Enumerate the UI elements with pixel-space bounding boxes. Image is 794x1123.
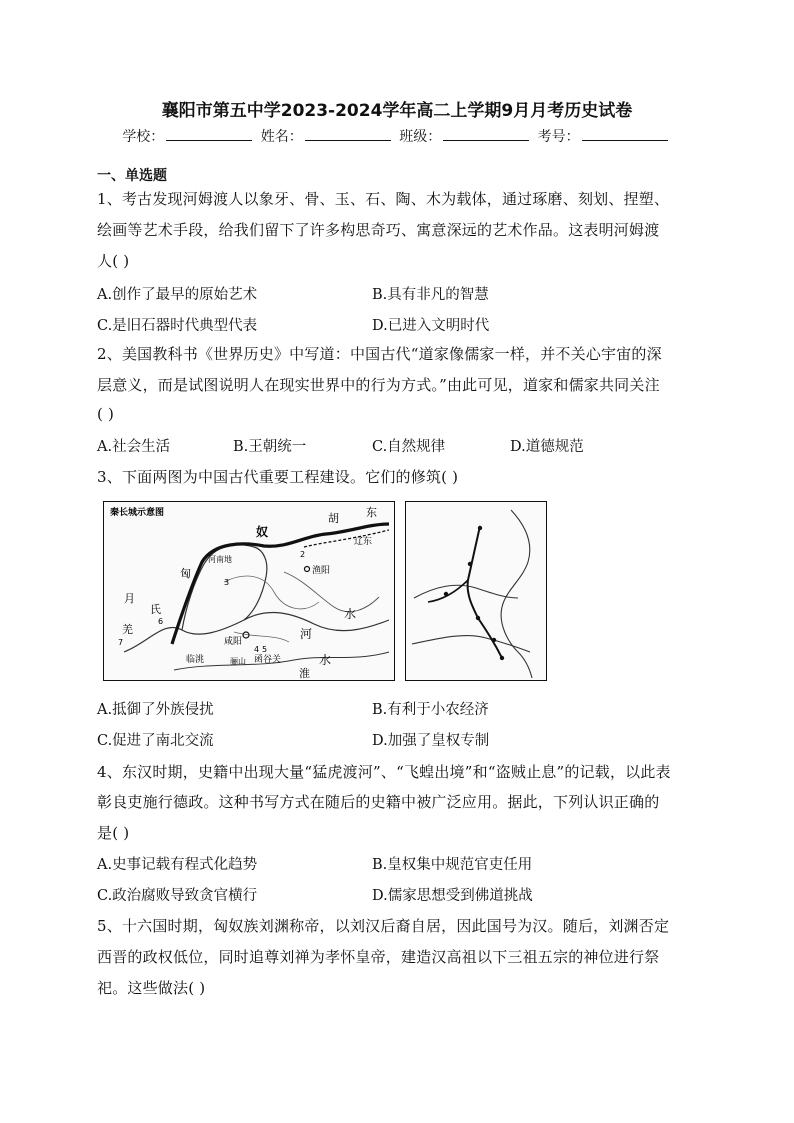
huai-river (174, 652, 389, 670)
school-blank[interactable] (166, 128, 252, 141)
yellow-river (414, 585, 518, 598)
map1-label: 河南地 (208, 555, 232, 564)
q4-line-3: 是( ) (97, 824, 130, 842)
student-info-row (0, 126, 794, 146)
class-label: 班级： (399, 129, 442, 145)
name-blank[interactable] (305, 128, 391, 141)
exam-no-label: 考号： (537, 129, 580, 145)
q3-option-a[interactable]: A.抵御了外族侵扰 (97, 702, 214, 718)
q2-option-d[interactable]: D.道德规范 (510, 439, 584, 455)
qin-great-wall-svg (104, 502, 394, 680)
canal-branch (428, 580, 468, 602)
q1-option-d[interactable]: D.已进入文明时代 (372, 318, 490, 334)
map1-label: 5 (262, 645, 268, 654)
city-dot (444, 592, 448, 596)
map1-label: 河 (300, 627, 313, 641)
map1-label: 2 (300, 550, 306, 559)
map1-label: 咸阳 (224, 637, 243, 647)
map1-label: 6 (158, 617, 164, 626)
map1-label: 奴 (256, 525, 269, 539)
terrain-line (224, 576, 319, 609)
yangtze-river (412, 636, 530, 652)
yuyang-marker (305, 567, 310, 572)
school-label: 学校： (122, 129, 165, 145)
q3-option-d[interactable]: D.加强了皇权专制 (372, 733, 490, 749)
map1-label: 函谷关 (254, 655, 282, 665)
city-dot (468, 562, 472, 566)
q2-option-c[interactable]: C.自然规律 (372, 439, 446, 455)
map1-title: 秦长城示意图 (110, 508, 165, 518)
q1-option-a[interactable]: A.创作了最早的原始艺术 (97, 287, 258, 303)
q3-option-b[interactable]: B.有利于小农经济 (372, 702, 489, 718)
map1-label: 氏 (150, 603, 161, 616)
q1-line-2: 绘画等艺术手段，给我们留下了许多构思奇巧、寓意深远的艺术作品。这表明河姆渡 (97, 221, 660, 239)
q4-option-a[interactable]: A.史事记载有程式化趋势 (97, 857, 258, 873)
map1-label: 水 (319, 653, 332, 667)
q4-option-b[interactable]: B.皇权集中规范官吏任用 (372, 857, 533, 873)
city-dot (476, 616, 480, 620)
q1-line-3: 人( ) (97, 252, 130, 270)
q4-option-d[interactable]: D.儒家思想受到佛道挑战 (372, 888, 533, 904)
qin-great-wall-map (103, 501, 395, 681)
wall-boundary (304, 530, 389, 547)
q1-option-b[interactable]: B.具有非凡的智慧 (372, 287, 489, 303)
map1-label: 水 (344, 607, 357, 621)
map1-label: 骊山 (230, 657, 246, 666)
map1-label: 东 (366, 506, 377, 519)
map1-label: 胡 (328, 512, 339, 525)
city-dot (500, 656, 504, 660)
map1-label: 临洮 (186, 655, 205, 665)
map1-label: 月 (124, 592, 135, 605)
map1-label: 渔阳 (312, 566, 331, 576)
q4-line-1: 4、东汉时期，史籍中出现大量“猛虎渡河”、“飞蝗出境”和“盗贼止息”的记载，以此表 (97, 763, 671, 781)
q1-line-1: 1、考古发现河姆渡人以象牙、骨、玉、石、陶、木为载体，通过琢磨、刻划、捏塑、 (97, 190, 670, 208)
q3-option-c[interactable]: C.促进了南北交流 (97, 733, 214, 749)
map1-label: 淮 (299, 667, 310, 680)
map1-label: 3 (224, 578, 230, 587)
map1-label: 羌 (122, 623, 133, 636)
city-dot (478, 526, 482, 530)
q5-line-3: 祀。这些做法( ) (97, 979, 206, 997)
q5-line-2: 西晋的政权低位，同时追尊刘禅为孝怀皇帝，建造汉高祖以下三祖五宗的神位进行祭 (97, 948, 660, 966)
name-label: 姓名： (260, 129, 303, 145)
terrain-line-2 (234, 632, 289, 642)
q2-option-a[interactable]: A.社会生活 (97, 439, 171, 455)
q4-option-c[interactable]: C.政治腐败导致贪官横行 (97, 888, 258, 904)
class-blank[interactable] (443, 128, 529, 141)
q1-option-c[interactable]: C.是旧石器时代典型代表 (97, 318, 258, 334)
grand-canal-map (405, 501, 547, 681)
exam-title: 襄阳市第五中学2023-2024学年高二上学期9月月考历史试卷 (161, 101, 633, 121)
coastline (501, 510, 532, 678)
map1-label: 4 (254, 645, 260, 654)
map1-label: 辽东 (354, 537, 373, 547)
q2-line-2: 层意义，而是试图说明人在现实世界中的行为方式。”由此可见，道家和儒家共同关注 (97, 376, 660, 394)
q3-line-1: 3、下面两图为中国古代重要工程建设。它们的修筑( ) (97, 468, 459, 486)
section-title: 一、单选题 (97, 168, 167, 184)
exam-no-blank[interactable] (582, 128, 668, 141)
city-dot (492, 638, 496, 642)
q2-line-3: ( ) (97, 405, 115, 423)
map1-label: 匈 (180, 567, 191, 580)
q2-option-b[interactable]: B.王朝统一 (233, 439, 307, 455)
map1-label: 7 (118, 638, 124, 647)
grand-canal-svg (406, 502, 546, 680)
q2-line-1: 2、美国教科书《世界历史》中写道：中国古代“道家像儒家一样，并不关心宇宙的深 (97, 345, 662, 363)
q5-line-1: 5、十六国时期，匈奴族刘渊称帝，以刘汉后裔自居，因此国号为汉。随后，刘渊否定 (97, 917, 670, 935)
hai-river (284, 572, 379, 612)
q4-line-2: 彰良吏施行德政。这种书写方式在随后的史籍中被广泛应用。据此，下列认识正确的 (97, 793, 660, 811)
